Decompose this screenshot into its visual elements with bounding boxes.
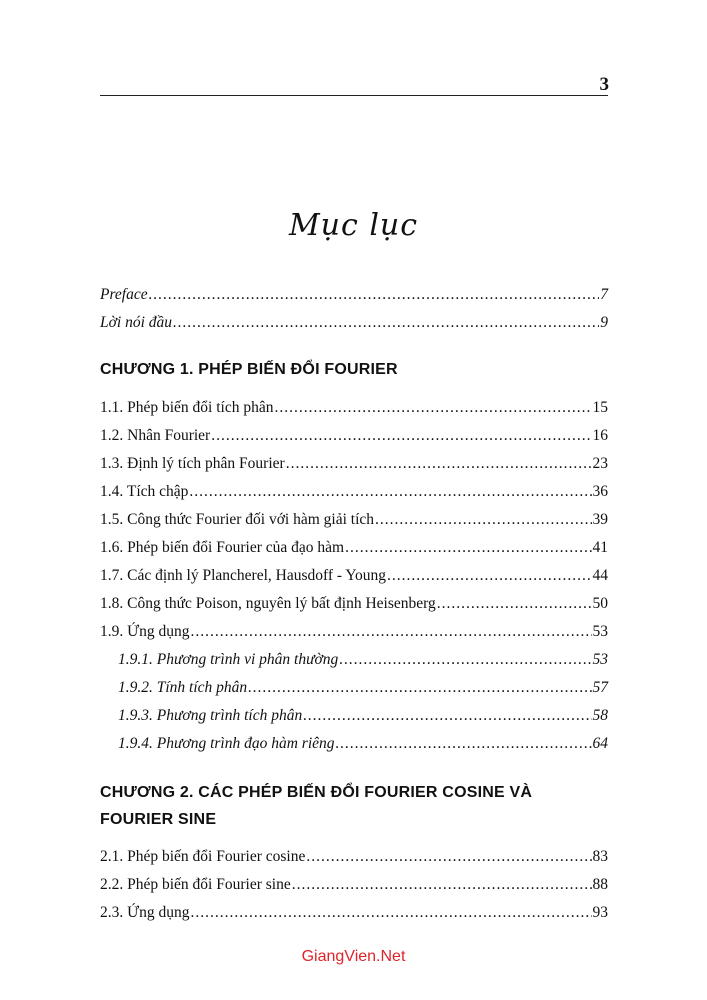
toc-entry[interactable] (100, 454, 608, 474)
toc-entry-page: 93 (592, 904, 608, 921)
toc-entry-label: Lời nói đầu (100, 314, 173, 331)
toc-entry-page: 44 (592, 567, 608, 584)
dot-leader (173, 313, 599, 333)
toc-entry-label: 1.5. Công thức Fourier đối với hàm giải tích (100, 511, 375, 528)
toc-entry[interactable] (100, 847, 608, 867)
toc-entry-label: 1.9.4. Phương trình đạo hàm riêng (118, 735, 335, 752)
toc-entry-page: 88 (592, 876, 608, 893)
toc-subentry[interactable] (118, 678, 608, 698)
toc-entry[interactable] (100, 903, 608, 923)
toc-entry-label: 2.2. Phép biến đổi Fourier sine (100, 876, 291, 893)
toc-entry[interactable] (100, 622, 608, 642)
toc-entry-page: 36 (592, 483, 608, 500)
toc-entry-label: 2.1. Phép biến đổi Fourier cosine (100, 848, 306, 865)
dot-leader (292, 875, 592, 895)
dot-leader (189, 482, 591, 502)
toc-entry-label: 1.7. Các định lý Plancherel, Hausdoff - Young (100, 567, 387, 584)
toc-entry-label: Preface (100, 286, 148, 303)
chapter-2-heading[interactable]: CHƯƠNG 2. CÁC PHÉP BIẾN ĐỔI FOURIER COSINE VÀ FOURIER SINE (100, 784, 533, 828)
dot-leader (375, 510, 591, 530)
toc-title: Mục lục (288, 208, 419, 243)
toc-entry-label: 1.3. Định lý tích phân Fourier (100, 455, 285, 472)
toc-entry-page: 83 (592, 848, 608, 865)
toc-entry[interactable] (100, 875, 608, 895)
toc-entry-page: 57 (592, 679, 608, 696)
toc-entry-page: 41 (592, 539, 608, 556)
dot-leader (339, 650, 591, 670)
chapter-1-heading[interactable]: CHƯƠNG 1. PHÉP BIẾN ĐỔI FOURIER (100, 361, 398, 378)
toc-entry-page: 23 (592, 455, 608, 472)
toc-entry-label: 1.1. Phép biến đổi tích phân (100, 399, 274, 416)
toc-entry-page: 53 (592, 651, 608, 668)
dot-leader (345, 538, 591, 558)
toc-entry[interactable] (100, 538, 608, 558)
dot-leader (191, 622, 592, 642)
header-rule (100, 95, 608, 96)
footer-brand[interactable]: GiangVien.Net (301, 948, 406, 965)
dot-leader (306, 847, 591, 867)
toc-entry[interactable] (100, 482, 608, 502)
toc-entry[interactable] (100, 510, 608, 530)
toc-subentry[interactable] (118, 650, 608, 670)
page-number: 3 (599, 74, 609, 95)
toc-entry-page: 64 (592, 735, 608, 752)
toc-entry-page: 58 (592, 707, 608, 724)
toc-entry-label: 1.2. Nhân Fourier (100, 427, 211, 444)
toc-entry-label: 1.8. Công thức Poison, nguyên lý bất định Heisenberg (100, 595, 436, 612)
dot-leader (275, 398, 592, 418)
toc-entry[interactable] (100, 566, 608, 586)
toc-entry-page: 7 (600, 286, 608, 303)
dot-leader (387, 566, 591, 586)
toc-entry-loi-noi-dau[interactable] (100, 313, 608, 333)
toc-entry-preface[interactable] (100, 285, 608, 305)
dot-leader (248, 678, 591, 698)
toc-entry-page: 15 (592, 399, 608, 416)
dot-leader (437, 594, 592, 614)
toc-entry-page: 16 (592, 427, 608, 444)
toc-entry[interactable] (100, 594, 608, 614)
toc-subentry[interactable] (118, 734, 608, 754)
toc-entry-label: 1.6. Phép biến đổi Fourier của đạo hàm (100, 539, 345, 556)
dot-leader (336, 734, 592, 754)
toc-entry[interactable] (100, 398, 608, 418)
toc-entry-label: 1.9.1. Phương trình vi phân thường (118, 651, 339, 668)
dot-leader (191, 903, 592, 923)
toc-entry-page: 53 (592, 623, 608, 640)
toc-entry-label: 1.4. Tích chập (100, 483, 189, 500)
toc-entry-page: 39 (592, 511, 608, 528)
toc-subentry[interactable] (118, 706, 608, 726)
dot-leader (286, 454, 592, 474)
toc-entry-label: 1.9.3. Phương trình tích phân (118, 707, 303, 724)
toc-entry-page: 9 (600, 314, 608, 331)
dot-leader (303, 706, 591, 726)
toc-entry[interactable] (100, 426, 608, 446)
toc-entry-page: 50 (592, 595, 608, 612)
dot-leader (149, 285, 600, 305)
toc-entry-label: 1.9.2. Tính tích phân (118, 679, 248, 696)
dot-leader (211, 426, 591, 446)
toc-entry-label: 1.9. Ứng dụng (100, 623, 190, 640)
toc-entry-label: 2.3. Ứng dụng (100, 904, 190, 921)
